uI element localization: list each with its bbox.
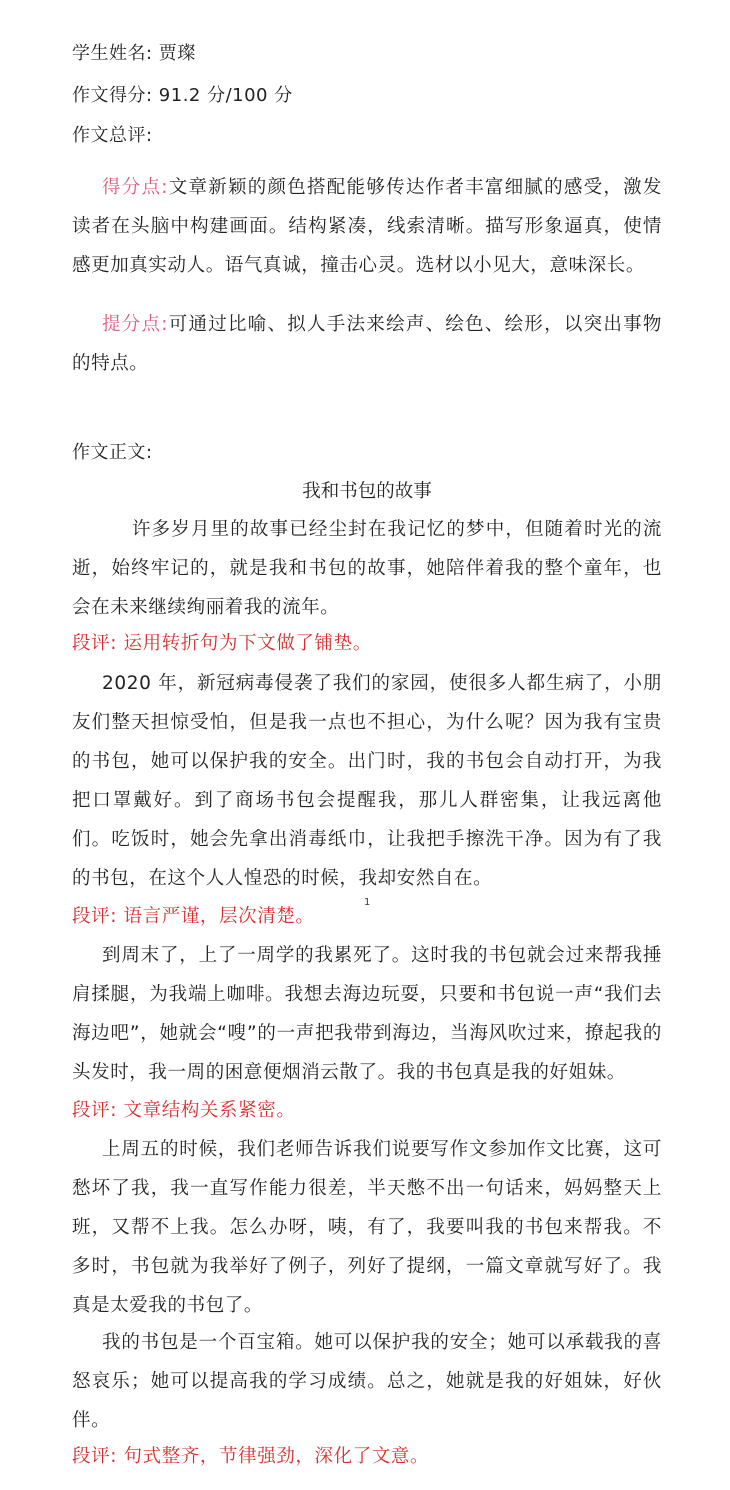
essay-paragraph-3: 到周末了，上了一周学的我累死了。这时我的书包就会过来帮我捶肩揉腿，为我端上咖啡。我想去海边玩耍，只要和书包说一声“我们去海边吧”，她就会“嗖”的一声把我带到海边，当海风吹过来，撩起我的头发时，我一周的困意便烟消云散了。我的书包真是我的好姐妹。 xyxy=(72,945,662,1083)
essay-paragraph-5: 我的书包是一个百宝箱。她可以保护我的安全；她可以承载我的喜怒哀乐；她可以提高我的学习成绩。总之，她就是我的好姐妹，好伙伴。 xyxy=(72,1332,662,1431)
essay-paragraph-2: 2020 年，新冠病毒侵袭了我们的家园，使很多人都生病了，小朋友们整天担惊受怕，但是我一点也不担心，为什么呢？因为我有宝贵的书包，她可以保护我的安全。出门时，我的书包会自动打开，为我把口罩戴好。到了商场书包会提醒我，那儿人群密集，让我远离他们。吃饭时，她会先拿出消毒纸巾，让我把手擦洗干净。因为有了我的书包，在这个人人惶恐的时候，我却安然自在。 xyxy=(72,673,662,889)
improve-text: 可通过比喻、拟人手法来绘声、绘色、绘形，以突出事物的特点。 xyxy=(72,314,662,374)
strengths-review xyxy=(72,168,662,285)
paragraph-comment-1: 段评: 运用转折句为下文做了铺垫。 xyxy=(72,633,372,654)
improvement-review xyxy=(72,305,662,383)
student-name: 学生姓名: 贾璨 xyxy=(72,43,196,64)
essay-score: 作文得分: 91.2 分/100 分 xyxy=(72,85,293,106)
overall-comment-heading: 作文总评: xyxy=(72,125,153,146)
paragraph-comment-4: 段评: 句式整齐，节律强劲，深化了文意。 xyxy=(72,1446,430,1467)
essay-body-heading: 作文正文: xyxy=(72,442,153,463)
paragraph-comment-2: 段评: 语言严谨，层次清楚。 xyxy=(72,906,315,927)
improve-label: 提分点: xyxy=(102,314,169,335)
strengths-text: 文章新颖的颜色搭配能够传达作者丰富细腻的感受，激发读者在头脑中构建画面。结构紧凑，线索清晰。描写形象逼真，使情感更加真实动人。语气真诚，撞击心灵。选材以小见大，意味深长。 xyxy=(72,177,662,276)
page-number: 1 xyxy=(364,897,371,908)
paragraph-comment-3: 段评: 文章结构关系紧密。 xyxy=(72,1100,296,1121)
essay-paragraph-1: 许多岁月里的故事已经尘封在我记忆的梦中，但随着时光的流逝，始终牢记的，就是我和书包的故事，她陪伴着我的整个童年，也会在未来继续绚丽着我的流年。 xyxy=(72,519,662,618)
essay-paragraph-4: 上周五的时候，我们老师告诉我们说要写作文参加作文比赛，这可愁坏了我，我一直写作能力很差，半天憋不出一句话来，妈妈整天上班，又帮不上我。怎么办呀，咦，有了，我要叫我的书包来帮我。不多时，书包就为我举好了例子，列好了提纲，一篇文章就写好了。我真是太爱我的书包了。 xyxy=(72,1139,662,1316)
strengths-label: 得分点: xyxy=(102,177,169,198)
essay-title: 我和书包的故事 xyxy=(302,481,432,502)
